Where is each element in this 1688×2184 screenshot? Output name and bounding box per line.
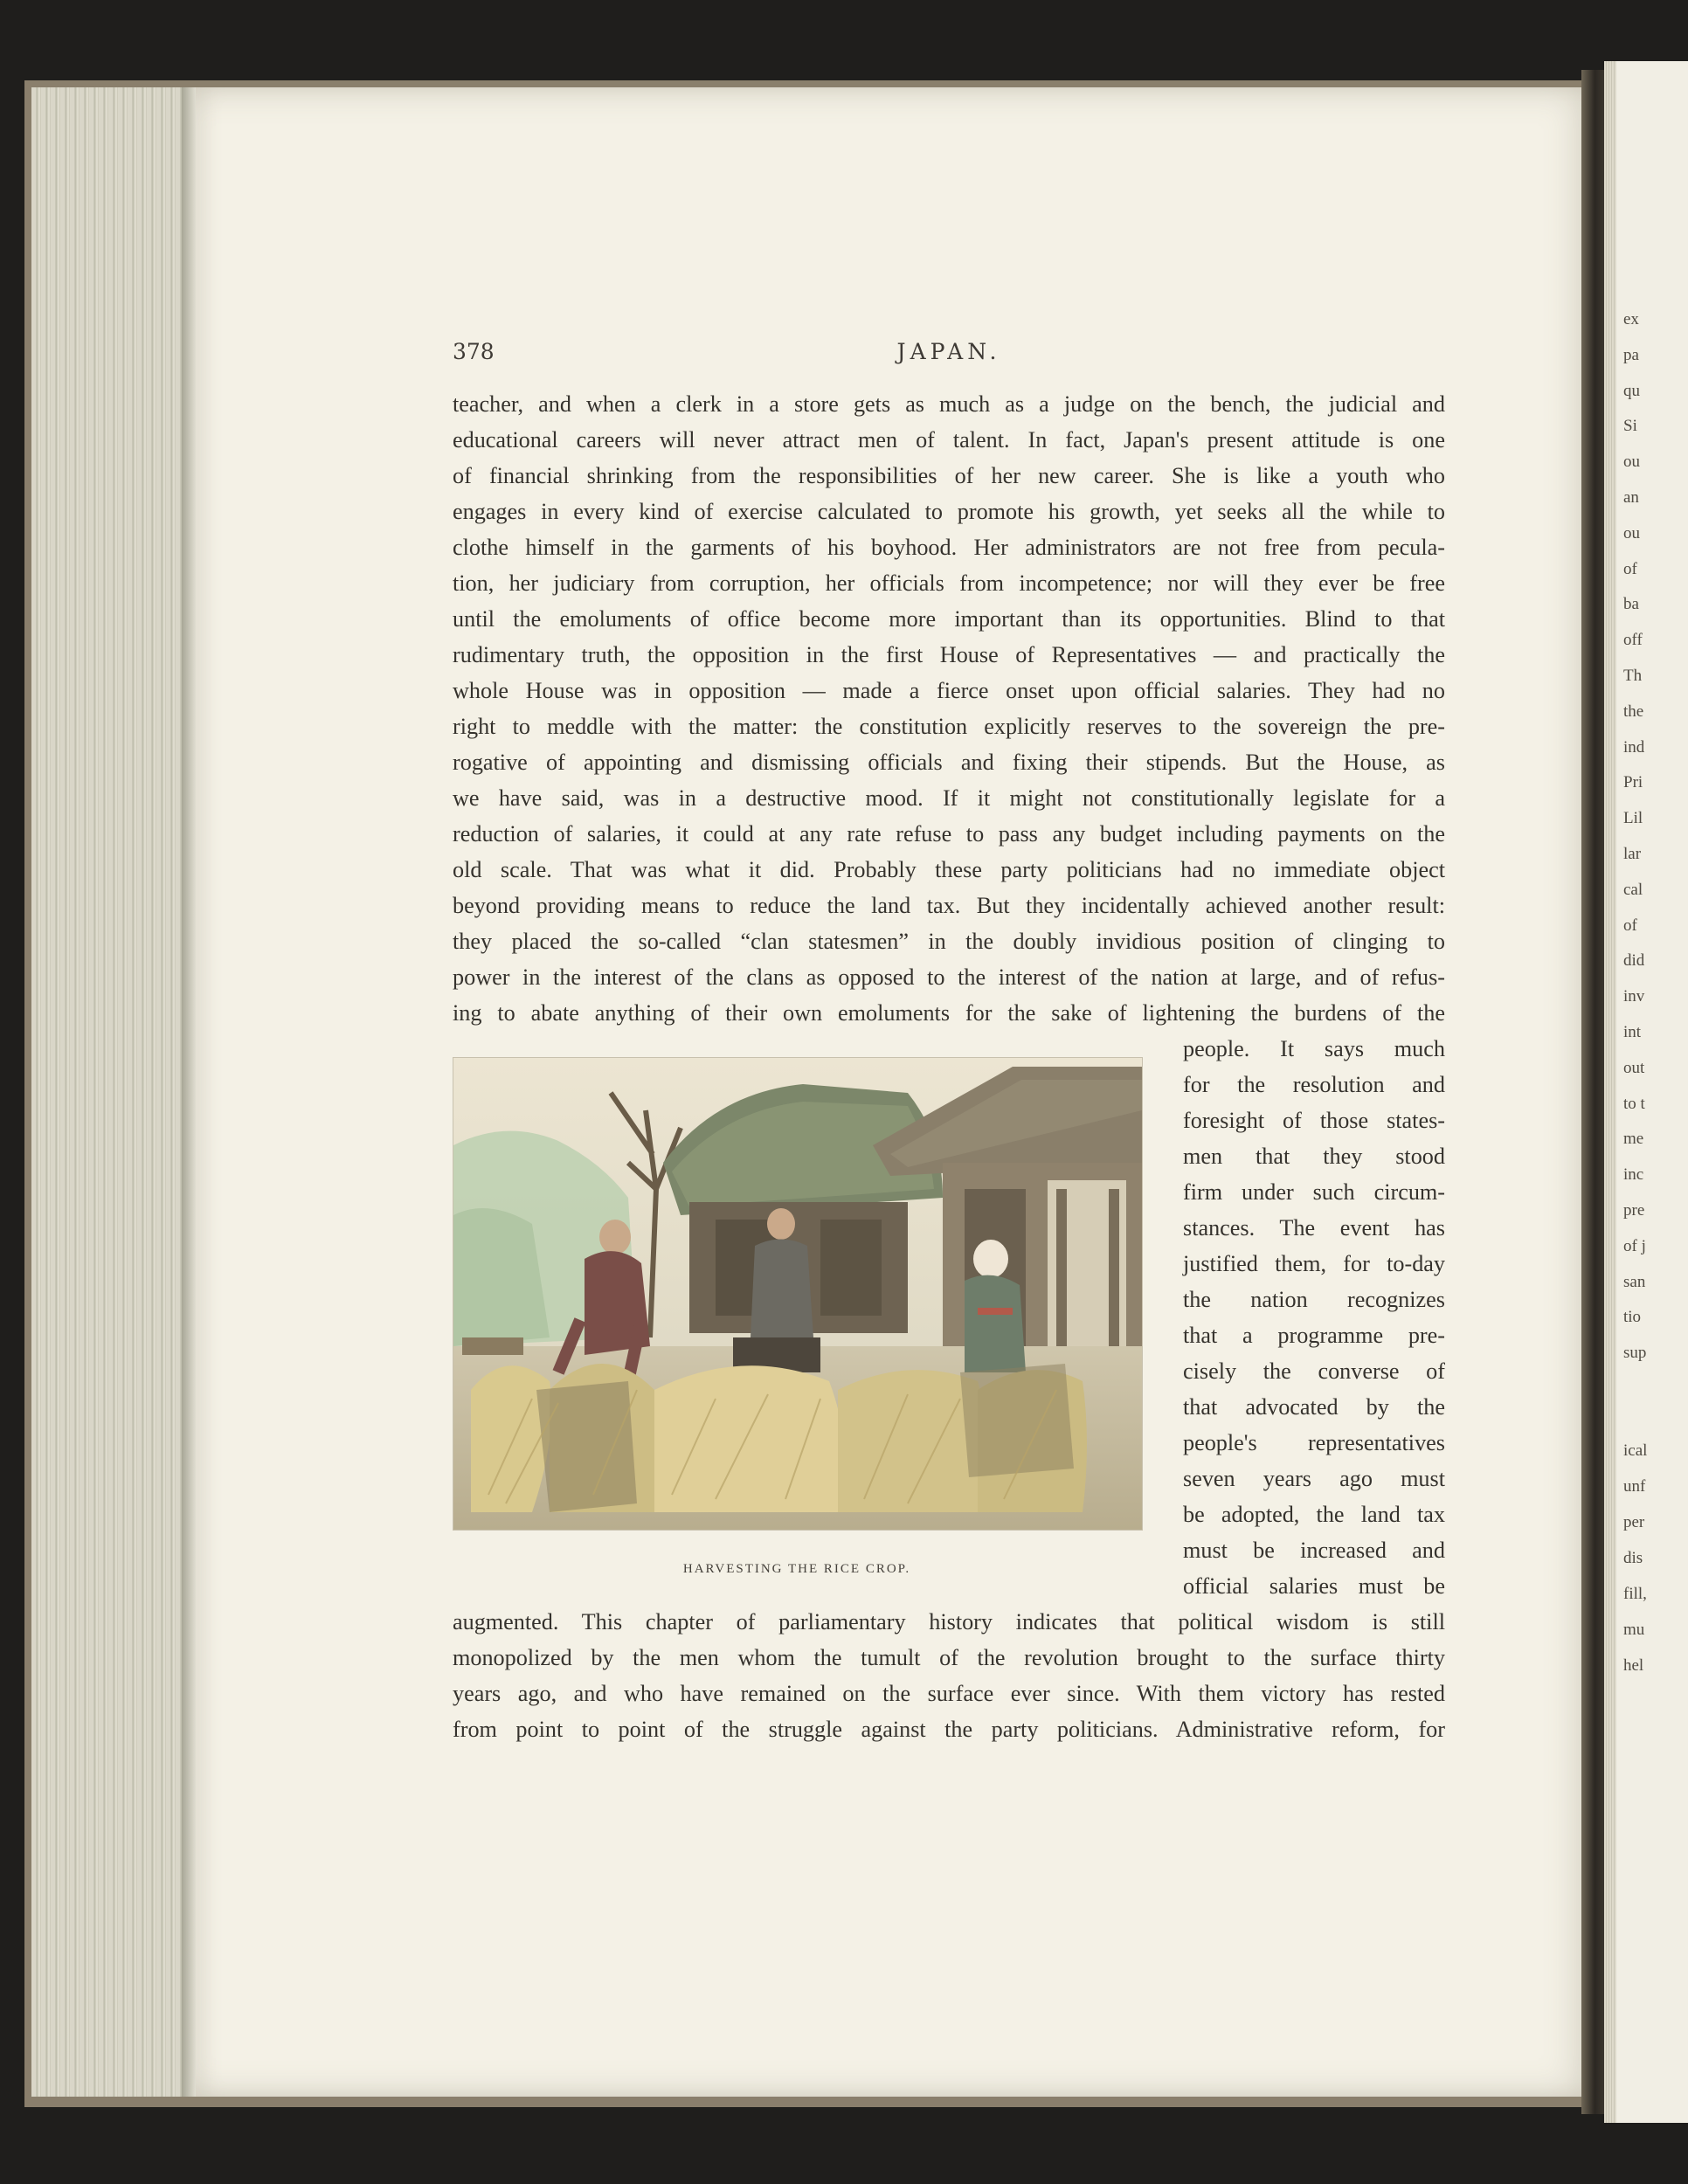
facing-page-fragment: pa [1623,345,1639,364]
facing-page-fragment: of [1623,559,1637,578]
running-head: JAPAN. [896,339,1001,364]
facing-page-fragment: tio [1623,1308,1642,1327]
facing-page-fragment: pre [1623,1201,1645,1220]
text-line: engages in every kind of exercise calculated to promote his growth, yet seeks all the while to [453,499,1445,524]
page-header [453,339,1445,377]
facing-page-fragment: san [1623,1272,1646,1291]
facing-page-fragment: of [1623,916,1637,935]
text-line: justified them, for to-day [1183,1251,1445,1276]
facing-page-fragment: me [1623,1130,1644,1149]
facing-page-fragment: inc [1623,1165,1644,1185]
text-line: of financial shrinking from the responsibilities of her new career. She is like a youth who [453,463,1445,488]
facing-page-fragment: ou [1623,523,1640,543]
text-line: that a programme pre- [1183,1323,1445,1348]
text-line: tion, her judiciary from corruption, her officials from incompetence; nor will they ever be free [453,570,1445,596]
facing-page-fragment: Pri [1623,773,1643,792]
facing-page-fragment: Lil [1623,809,1643,828]
text-line: rogative of appointing and dismissing officials and fixing their stipends. But the House, as [453,750,1445,775]
text-line: be adopted, the land tax [1183,1502,1445,1527]
facing-page-fragment: inv [1623,987,1645,1006]
facing-page-fragment: ex [1623,310,1639,328]
facing-page-fragment: off [1623,631,1643,650]
text-line: must be increased and [1183,1538,1445,1563]
facing-page-fragment: mu [1623,1621,1645,1639]
text-line: foresight of those states- [1183,1108,1445,1133]
text-line: from point to point of the struggle against the party politicians. Administrative reform, for [453,1717,1445,1742]
facing-page-fragment: per [1623,1513,1645,1531]
facing-page-fragment: of j [1623,1236,1646,1255]
text-line: seven years ago must [1183,1466,1445,1491]
text-line: until the emoluments of office become more important than its opportunities. Blind to that [453,606,1445,632]
text-line: that advocated by the [1183,1394,1445,1420]
text-line: monopolized by the men whom the tumult of the revolution brought to the surface thirty [453,1645,1445,1670]
text-line: right to meddle with the matter: the constitution explicitly reserves to the sovereign the pre- [453,714,1445,739]
text-line: firm under such circum- [1183,1179,1445,1205]
text-line: educational careers will never attract men of talent. In fact, Japan's present attitude is one [453,427,1445,453]
figure-caption: HARVESTING THE RICE CROP. [682,1562,911,1576]
facing-page [1616,61,1688,2123]
facing-page-fragment: ou [1623,453,1640,472]
facing-page-fragment: ind [1623,737,1645,757]
facing-page-fragment: unf [1623,1477,1646,1496]
page-number: 378 [453,339,495,364]
text-line: cisely the converse of [1183,1358,1445,1384]
text-line: power in the interest of the clans as opposed to the interest of the nation at large, and of refus- [453,964,1445,990]
facing-page-fragment: ical [1623,1441,1648,1460]
text-line: people. It says much [1183,1036,1445,1061]
text-line: rudimentary truth, the opposition in the first House of Representatives — and practically the [453,642,1445,667]
text-line: whole House was in opposition — made a fierce onset upon official salaries. They had no [453,678,1445,703]
text-line: people's representatives [1183,1430,1445,1455]
facing-page-fragment: cal [1623,880,1643,899]
text-line: stances. The event has [1183,1215,1445,1241]
facing-page-fragment: to t [1623,1094,1645,1113]
text-line: clothe himself in the garments of his boyhood. Her administrators are not free from pecula- [453,535,1445,560]
facing-page-fragment: did [1623,951,1645,971]
facing-page-fragment: qu [1623,381,1640,400]
facing-page-fragment: hel [1623,1656,1644,1675]
facing-page-fragment: sup [1623,1344,1647,1363]
text-line: years ago, and who have remained on the surface ever since. With them victory has rested [453,1681,1445,1706]
left-page-stack [31,87,197,2097]
facing-page-fragment: Th [1623,667,1643,685]
text-line: beyond providing means to reduce the land tax. But they incidentally achieved another result: [453,893,1445,918]
text-line: for the resolution and [1183,1072,1445,1097]
text-line: official salaries must be [1183,1573,1445,1599]
facing-page-fragment: int [1623,1023,1642,1041]
text-line: men that they stood [1183,1144,1445,1169]
facing-page-fragment: ba [1623,595,1639,614]
text-line: old scale. That was what it did. Probably these party politicians had no immediate object [453,857,1445,882]
text-line: reduction of salaries, it could at any rate refuse to pass any budget including payments on the [453,821,1445,847]
facing-page-fragment: lar [1623,845,1642,863]
text-line: we have said, was in a destructive mood. If it might not constitutionally legislate for a [453,785,1445,811]
facing-page-fragment: fill, [1623,1585,1647,1603]
facing-page-fragment: Si [1623,417,1637,436]
text-line: the nation recognizes [1183,1287,1445,1312]
facing-page-fragment: out [1623,1058,1645,1077]
text-line: ing to abate anything of their own emoluments for the sake of lightening the burdens of the [453,1000,1445,1026]
facing-page-fragment: the [1623,702,1644,721]
facing-page-fragment: dis [1623,1549,1643,1567]
text-line: they placed the so-called “clan statesmen” in the doubly invidious position of clinging to [453,929,1445,954]
rice-harvest-photo [453,1057,1143,1531]
text-line: augmented. This chapter of parliamentary history indicates that political wisdom is still [453,1609,1445,1635]
facing-page-fragment: an [1623,488,1639,507]
text-line: teacher, and when a clerk in a store gets as much as a judge on the bench, the judicial and [453,391,1445,417]
